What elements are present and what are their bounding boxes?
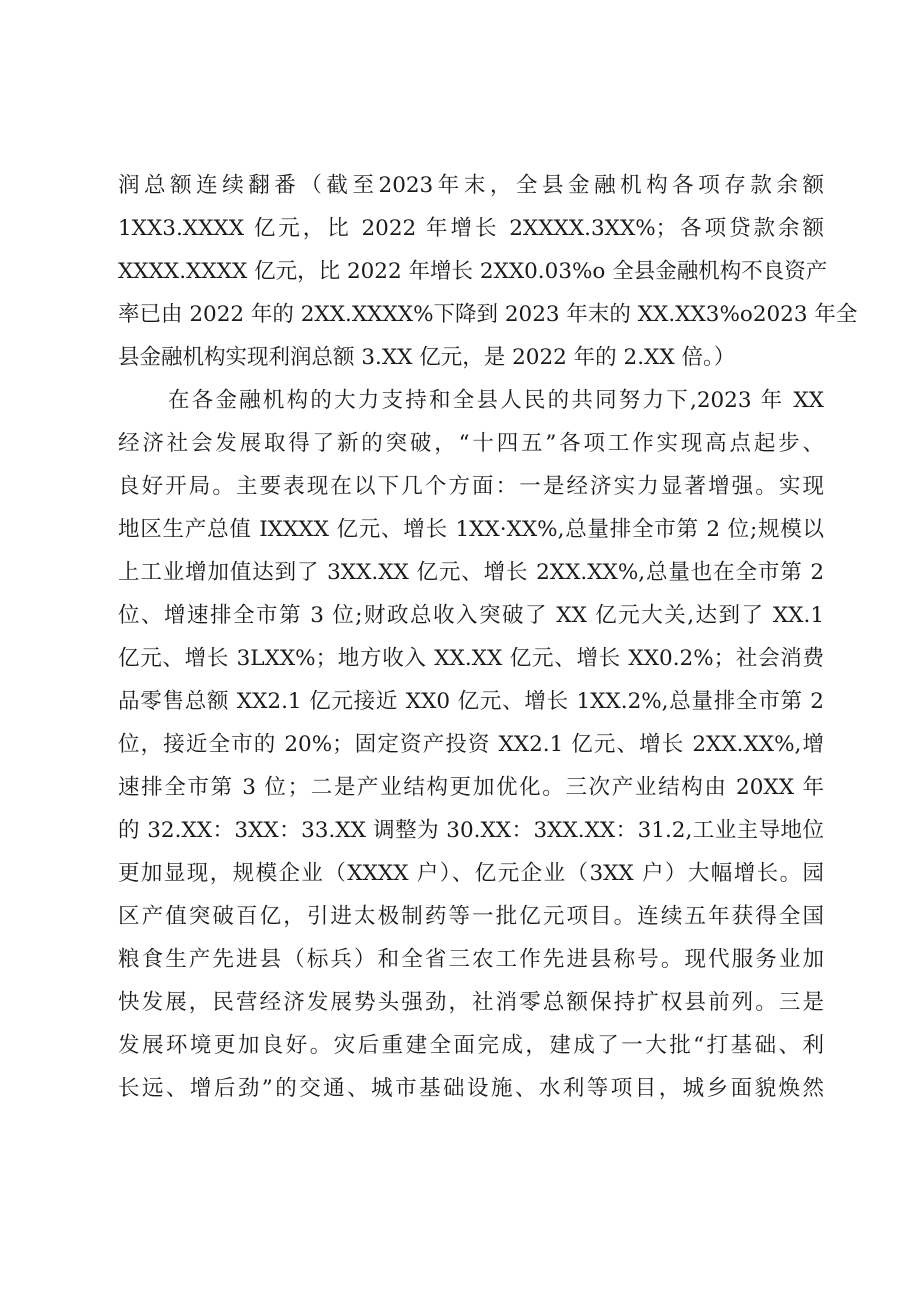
text-line: 率已由 2022 年的 2XX.XXXX%下降到 2023 年末的 XX.XX3%o2023 年全 <box>118 302 858 327</box>
text-line: 亿元、增长 3LXX%；地方收入 XX.XX 亿元、增长 XX0.2%；社会消费 <box>118 646 824 671</box>
text-line: 良好开局。主要表现在以下几个方面：一是经济实力显著增强。实现 <box>118 474 824 499</box>
text-line: 发展环境更加良好。灾后重建全面完成，建成了一大批“打基础、利 <box>118 1033 824 1058</box>
text-line: 区产值突破百亿，引进太极制药等一批亿元项目。连续五年获得全国 <box>118 904 824 929</box>
text-line: 快发展，民营经济发展势头强劲，社消零总额保持扩权县前列。三是 <box>118 990 824 1015</box>
text-line: 更加显现，规模企业（XXXX 户）、亿元企业（3XX 户）大幅增长。园 <box>118 861 824 886</box>
text-line: 经济社会发展取得了新的突破，“十四五”各项工作实现高点起步、 <box>118 431 824 456</box>
text-line: XXXX.XXXX 亿元，比 2022 年增长 2XX0.03%o 全县金融机构不良资产 <box>118 259 828 284</box>
text-line: 润总额连续翻番（截至2023年末，全县金融机构各项存款余额 <box>118 173 824 198</box>
text-line: 长远、增后劲”的交通、城市基础设施、水利等项目，城乡面貌焕然 <box>118 1076 824 1101</box>
text-line: 地区生产总值 IXXXX 亿元、增长 1XX·XX%,总量排全市第 2 位;规模以 <box>118 517 824 542</box>
text-line: 1XX3.XXXX 亿元，比 2022 年增长 2XXXX.3XX%；各项贷款余额 <box>118 216 824 241</box>
text-line: 位，接近全市的 20%；固定资产投资 XX2.1 亿元、增长 2XX.XX%,增 <box>118 732 824 757</box>
text-line: 粮食生产先进县（标兵）和全省三农工作先进县称号。现代服务业加 <box>118 947 824 972</box>
text-line: 品零售总额 XX2.1 亿元接近 XX0 亿元、增长 1XX.2%,总量排全市第 2 <box>118 689 824 714</box>
text-line: 速排全市第 3 位；二是产业结构更加优化。三次产业结构由 20XX 年 <box>118 775 824 800</box>
text-line: 县金融机构实现利润总额 3.XX 亿元，是 2022 年的 2.XX 倍。） <box>118 345 736 370</box>
text-line: 的 32.XX：3XX：33.XX 调整为 30.XX：3XX.XX：31.2,工业主导地位 <box>118 818 824 843</box>
text-line: 上工业增加值达到了 3XX.XX 亿元、增长 2XX.XX%,总量也在全市第 2 <box>118 560 824 585</box>
text-line: 位、增速排全市第 3 位;财政总收入突破了 XX 亿元大关,达到了 XX.1 <box>118 603 824 628</box>
paragraph-first-line: 在各金融机构的大力支持和全县人民的共同努力下,2023 年 XX <box>168 388 824 413</box>
